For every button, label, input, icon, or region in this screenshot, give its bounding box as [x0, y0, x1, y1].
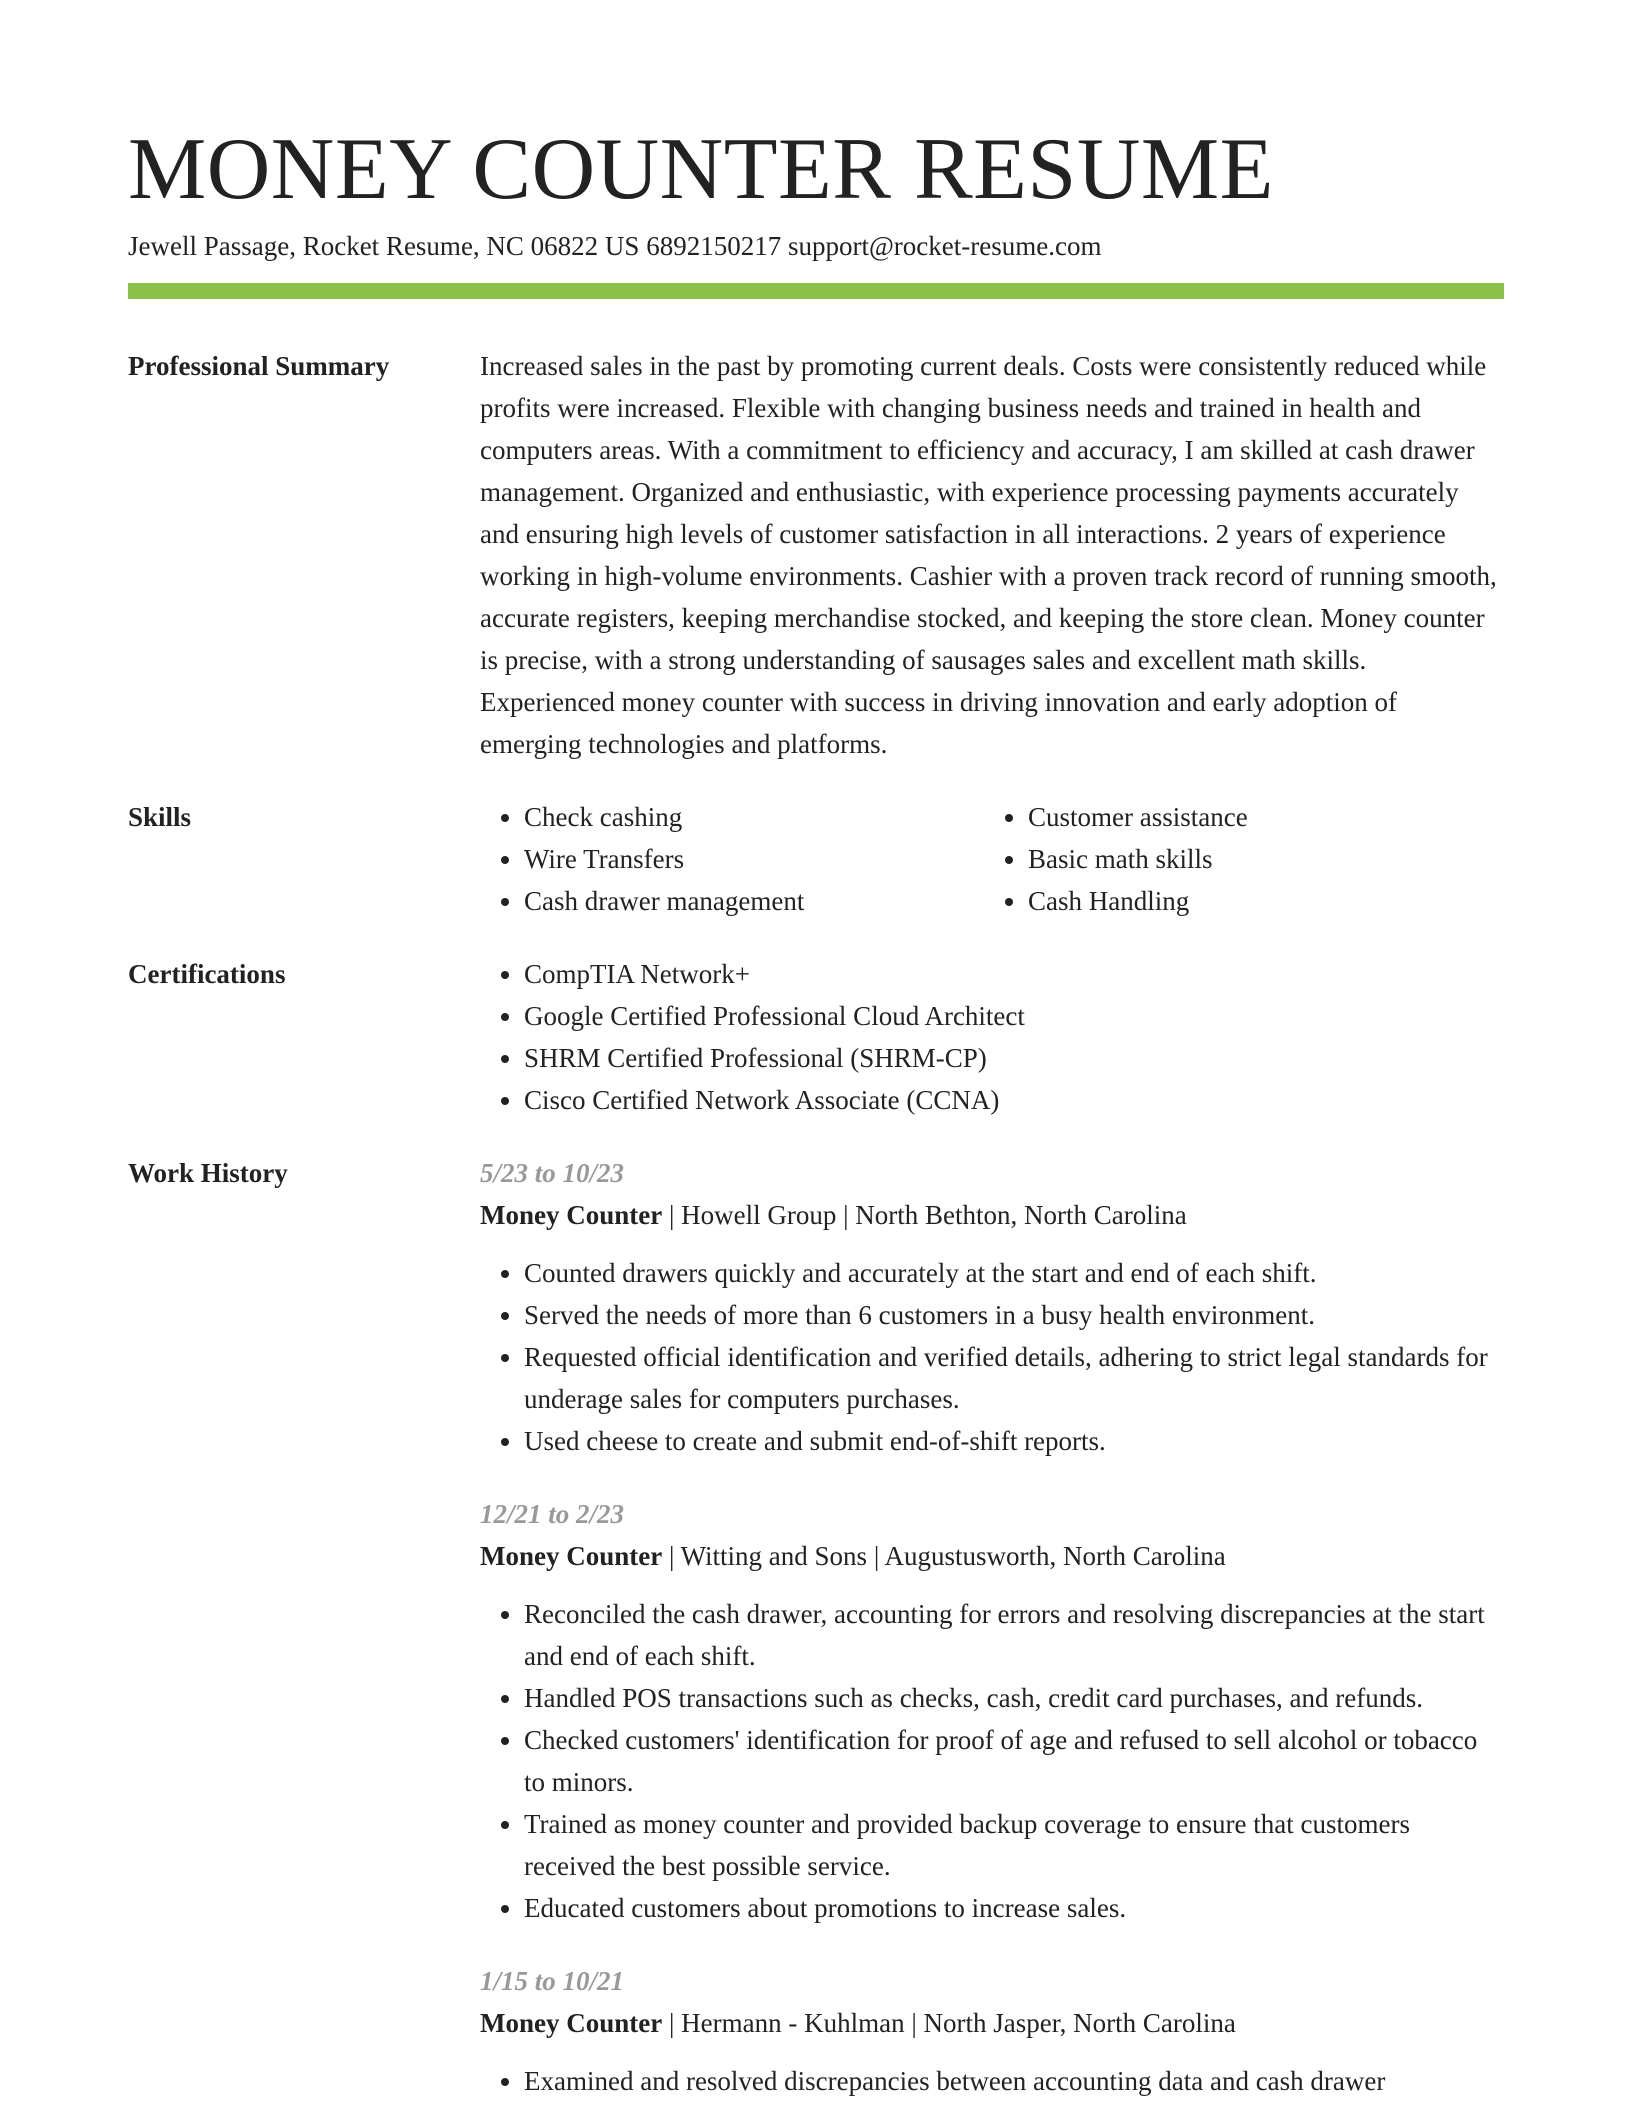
certification-item: • Google Certified Professional Cloud Architect	[524, 995, 1504, 1037]
job-title: Money Counter	[480, 2008, 663, 2038]
job-title: Money Counter	[480, 1541, 663, 1571]
job-details: | Hermann - Kuhlman | North Jasper, North Carolina	[662, 2008, 1236, 2038]
job-details: | Howell Group | North Bethton, North Carolina	[662, 1200, 1187, 1230]
skill-item: • Cash drawer management	[524, 880, 984, 922]
job-bullet: • Served the needs of more than 6 customers in a busy health environment.	[524, 1294, 1504, 1336]
section-label-certifications: Certifications	[128, 959, 286, 989]
summary-body	[480, 345, 1504, 765]
certification-item: • CompTIA Network+	[524, 953, 1504, 995]
skill-item: • Check cashing	[524, 796, 984, 838]
job-dates: 12/21 to 2/23	[480, 1499, 625, 1529]
job-bullet: • Counted drawers quickly and accurately at the start and end of each shift.	[524, 1252, 1504, 1294]
job-bullets	[480, 1593, 1504, 1929]
job-bullet: • Handled POS transactions such as checks, cash, credit card purchases, and refunds.	[524, 1677, 1504, 1719]
skills-column-1	[480, 796, 984, 922]
job-entry	[480, 1493, 1504, 1929]
certification-item: • SHRM Certified Professional (SHRM-CP)	[524, 1037, 1504, 1079]
certification-item: • Cisco Certified Network Associate (CCNA)	[524, 1079, 1504, 1121]
resume-title: MONEY COUNTER RESUME	[128, 121, 1274, 218]
certifications-list	[480, 953, 1504, 1121]
job-bullet: • Checked customers' identification for proof of age and refused to sell alcohol or tobacco to minors.	[524, 1719, 1504, 1803]
section-label-summary: Professional Summary	[128, 351, 390, 381]
job-title: Money Counter	[480, 1200, 663, 1230]
job-heading	[480, 1535, 1504, 1577]
job-bullets	[480, 2060, 1504, 2102]
work-history-section	[128, 1152, 1504, 2102]
certifications-section	[128, 953, 1504, 1121]
section-label-skills: Skills	[128, 802, 192, 832]
job-bullet: • Trained as money counter and provided backup coverage to ensure that customers received the best possible service.	[524, 1803, 1504, 1887]
skills-column-2	[984, 796, 1488, 922]
resume-page	[128, 120, 1504, 2102]
skill-item: • Customer assistance	[1028, 796, 1488, 838]
summary-text: Increased sales in the past by promoting current deals. Costs were consistently reduced while profits were increased. Flexible with changing business needs and trained in health and computers areas. With a commitment to efficiency and accuracy, I am skilled at cash drawer management. Organized and enthusiastic, with experience processing payments accurately and ensuring high levels of customer satisfaction in all interactions. 2 years of experience working in high-volume environments. Cashier with a proven track record of running smooth, accurate registers, keeping merchandise stocked, and keeping the store clean. Money counter is precise, with a strong understanding of sausages sales and excellent math skills. Experienced money counter with success in driving innovation and early adoption of emerging technologies and platforms.	[480, 351, 1497, 759]
job-bullets	[480, 1252, 1504, 1462]
summary-section	[128, 345, 1504, 765]
work-history-body	[480, 1152, 1504, 2102]
job-bullet: • Examined and resolved discrepancies between accounting data and cash drawer	[524, 2060, 1504, 2102]
job-bullet: • Used cheese to create and submit end-of-shift reports.	[524, 1420, 1504, 1462]
job-bullet: • Educated customers about promotions to increase sales.	[524, 1887, 1504, 1929]
job-dates: 5/23 to 10/23	[480, 1158, 625, 1188]
skill-item: • Wire Transfers	[524, 838, 984, 880]
job-bullet: • Requested official identification and verified details, adhering to strict legal standards for underage sales for computers purchases.	[524, 1336, 1504, 1420]
job-dates: 1/15 to 10/21	[480, 1966, 625, 1996]
job-details: | Witting and Sons | Augustusworth, North Carolina	[662, 1541, 1226, 1571]
job-heading	[480, 2002, 1504, 2044]
job-entry	[480, 1960, 1504, 2102]
certifications-body	[480, 953, 1504, 1121]
job-entry	[480, 1152, 1504, 1462]
section-label-work-history: Work History	[128, 1158, 288, 1188]
contact-line: Jewell Passage, Rocket Resume, NC 06822 US 6892150217 support@rocket-resume.com	[128, 231, 1102, 261]
skill-item: • Basic math skills	[1028, 838, 1488, 880]
skills-section	[128, 796, 1504, 922]
job-heading	[480, 1194, 1504, 1236]
skill-item: • Cash Handling	[1028, 880, 1488, 922]
job-bullet: • Reconciled the cash drawer, accounting for errors and resolving discrepancies at the start and end of each shift.	[524, 1593, 1504, 1677]
skills-body	[480, 796, 1504, 922]
header-divider	[128, 283, 1504, 299]
